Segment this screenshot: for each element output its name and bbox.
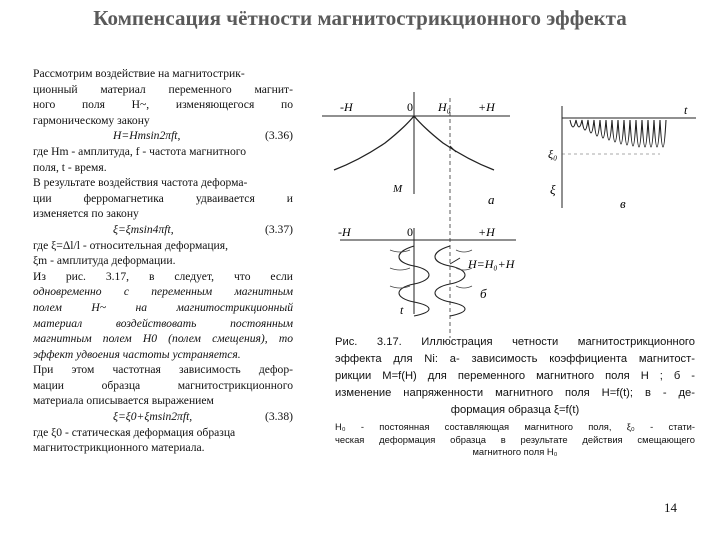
body-line: материала описывается выражением bbox=[33, 394, 214, 408]
body-line: материал воздействовать постоянным bbox=[33, 316, 293, 330]
label-h-formula: H=H₀+H bbox=[468, 257, 515, 271]
equation-number: (3.36) bbox=[264, 129, 293, 143]
panel-b bbox=[338, 225, 516, 317]
caption-note-line: ческая деформация образца в результате действия смещающего bbox=[335, 433, 695, 445]
body-text bbox=[33, 66, 293, 456]
body-line: ционный материал переменного магнит- bbox=[33, 82, 293, 96]
caption-note bbox=[335, 421, 695, 459]
curve-arrow bbox=[450, 146, 456, 152]
body-line: эффект удвоения частоты устраняется. bbox=[33, 347, 241, 361]
body-line: магнитострикционного материала. bbox=[33, 441, 205, 455]
label-minus-h-b: -H bbox=[338, 225, 351, 239]
body-line: магнитным полем H0 (полем смещения), то bbox=[33, 332, 293, 346]
body-line: ции ферромагнетика удваивается и bbox=[33, 191, 293, 205]
body-line: где ξ=Δl/l - относительная деформация, bbox=[33, 238, 228, 252]
body-line: где Hm - амплитуда, f - частота магнитного bbox=[33, 144, 247, 158]
body-line: Из рис. 3.17, в следует, что если bbox=[33, 269, 293, 283]
body-line: гармоническому закону bbox=[33, 113, 150, 127]
label-t-b: t bbox=[400, 303, 404, 317]
caption-line: рикции M=f(H) для переменного магнитного поля H ; б - bbox=[335, 370, 695, 382]
label-plus-h: +H bbox=[478, 100, 495, 114]
slide-title: Компенсация чётности магнитострикционного эффекта bbox=[93, 6, 627, 30]
figure-caption bbox=[335, 334, 695, 459]
body-line: изменяется по закону bbox=[33, 207, 139, 221]
equation-number: (3.38) bbox=[264, 410, 293, 424]
label-plus-h-b: +H bbox=[478, 225, 495, 239]
caption-line: эффекта для Ni: а- зависимость коэффициента магнитост- bbox=[335, 353, 695, 365]
label-zero-b: 0 bbox=[407, 225, 413, 239]
label-a: а bbox=[488, 192, 495, 207]
equation-row bbox=[33, 409, 293, 425]
label-xi: ξ bbox=[550, 182, 556, 197]
equation-row bbox=[33, 128, 293, 144]
body-line: одновременно с переменным магнитным bbox=[33, 285, 293, 299]
caption-line: формация образца ξ=f(t) bbox=[450, 404, 580, 416]
body-line: мации образца магнитострикционного bbox=[33, 378, 293, 392]
label-minus-h: -H bbox=[340, 100, 353, 114]
equation-row bbox=[33, 222, 293, 238]
body-line: полем H~ на магнитострикционный bbox=[33, 300, 293, 314]
caption-line: Рис. 3.17. Иллюстрация четности магнитострикционного bbox=[335, 336, 695, 348]
deformation-curve bbox=[570, 120, 666, 147]
h-coil-left bbox=[390, 250, 410, 288]
label-zero: 0 bbox=[407, 100, 413, 114]
equation: ξ=ξ0+ξmsin2πft, bbox=[113, 410, 193, 424]
label-b: б bbox=[480, 286, 487, 301]
panel-a bbox=[322, 92, 510, 338]
equation-number: (3.37) bbox=[264, 222, 293, 236]
label-xi0: ξ₀ bbox=[548, 147, 558, 161]
panel-v bbox=[548, 103, 696, 211]
caption-note-line: H₀ - постоянная составляющая магнитного поля, ξ₀ - стати- bbox=[335, 421, 695, 432]
equation: H=Hmsin2πft, bbox=[113, 129, 181, 143]
body-line: При этом частотная зависимость дефор- bbox=[33, 363, 293, 377]
body-line: В результате воздействия частота деформа- bbox=[33, 176, 248, 190]
page-number: 14 bbox=[664, 500, 677, 515]
label-m: M bbox=[393, 183, 403, 195]
formula-arrow bbox=[450, 258, 460, 264]
equation: ξ=ξmsin4πft, bbox=[113, 222, 174, 236]
body-line: ξm - амплитуда деформации. bbox=[33, 254, 176, 268]
label-h0: H₀ bbox=[438, 100, 451, 114]
body-line: где ξ0 - статическая деформация образца bbox=[33, 425, 236, 439]
body-line: ного поля H~, изменяющегося по bbox=[33, 98, 293, 112]
magnetostriction-figure bbox=[300, 88, 718, 338]
label-t: t bbox=[684, 103, 688, 117]
body-line: Рассмотрим воздействие на магнитострик- bbox=[33, 67, 245, 80]
label-v: в bbox=[620, 196, 626, 211]
body-line: поля, t - время. bbox=[33, 160, 107, 174]
caption-line: изменение напряженности магнитного поля H=f(t); в - де- bbox=[335, 387, 695, 399]
caption-note-line: магнитного поля H₀ bbox=[472, 446, 558, 457]
